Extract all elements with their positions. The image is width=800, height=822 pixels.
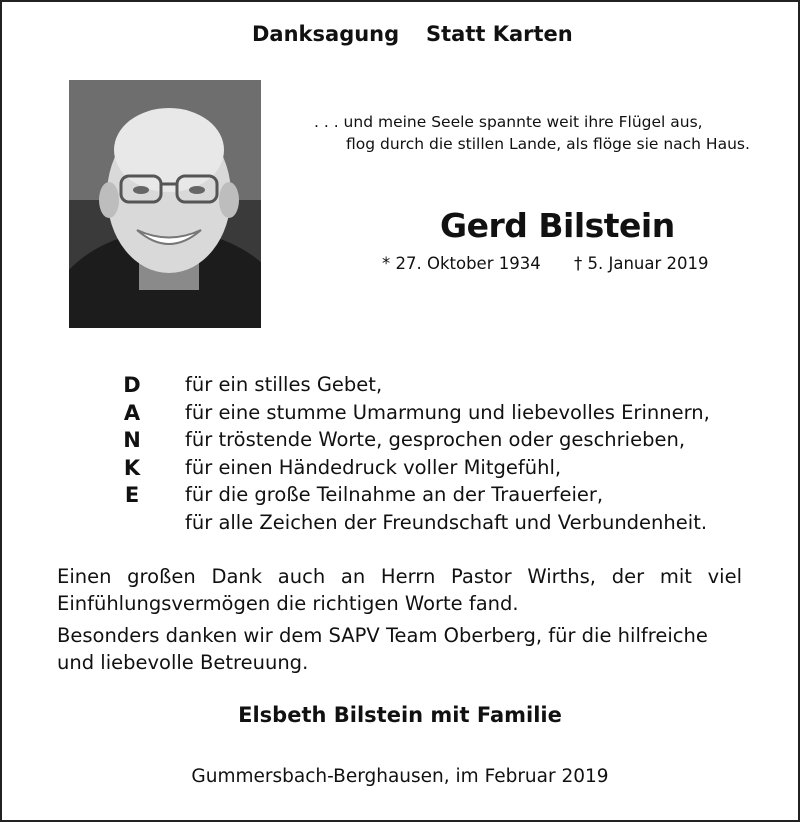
danke-letter: E <box>124 483 140 507</box>
danke-letter: A <box>123 400 141 425</box>
thanks-line: für alle Zeichen der Freundschaft und Verbundenheit. <box>185 510 708 534</box>
danke-letter: N <box>123 428 141 452</box>
quote-line-1: . . . und meine Seele spannte weit ihre Flügel aus, <box>314 113 703 131</box>
deceased-name: Gerd Bilstein <box>440 206 675 245</box>
thanks-paragraph-sapv: Besonders danken wir dem SAPV Team Oberberg, für die hilfreiche und liebevolle Betreuung. <box>57 624 708 674</box>
thanks-list <box>185 371 710 536</box>
danke-letter: K <box>123 455 141 480</box>
place-and-date: Gummersbach-Berghausen, im Februar 2019 <box>191 766 609 787</box>
header-statt-karten: Statt Karten <box>426 22 573 46</box>
death-date: † 5. Januar 2019 <box>574 254 709 273</box>
danke-vertical-word <box>122 372 142 510</box>
thanks-line: für ein stilles Gebet, <box>185 373 383 396</box>
thanks-line: für eine stumme Umarmung und liebevolles Erinnern, <box>185 400 710 424</box>
signature: Elsbeth Bilstein mit Familie <box>238 703 562 727</box>
portrait-illustration <box>69 80 261 328</box>
portrait-photo <box>69 80 261 328</box>
thanks-line: für tröstende Worte, gesprochen oder geschrieben, <box>185 428 686 451</box>
danke-letter: D <box>123 373 141 397</box>
thanks-line: für einen Händedruck voller Mitgefühl, <box>185 455 562 479</box>
header-danksagung: Danksagung <box>252 22 400 46</box>
quote-line-2: flog durch die stillen Lande, als flöge sie nach Haus. <box>346 135 750 153</box>
birth-date: * 27. Oktober 1934 <box>382 254 541 273</box>
thanks-line: für die große Teilnahme an der Trauerfeier, <box>185 483 604 506</box>
thanks-paragraph-pastor: Einen großen Dank auch an Herrn Pastor Wirths, der mit viel Einfühlungsvermögen die richtigen Worte fand. <box>57 565 742 615</box>
